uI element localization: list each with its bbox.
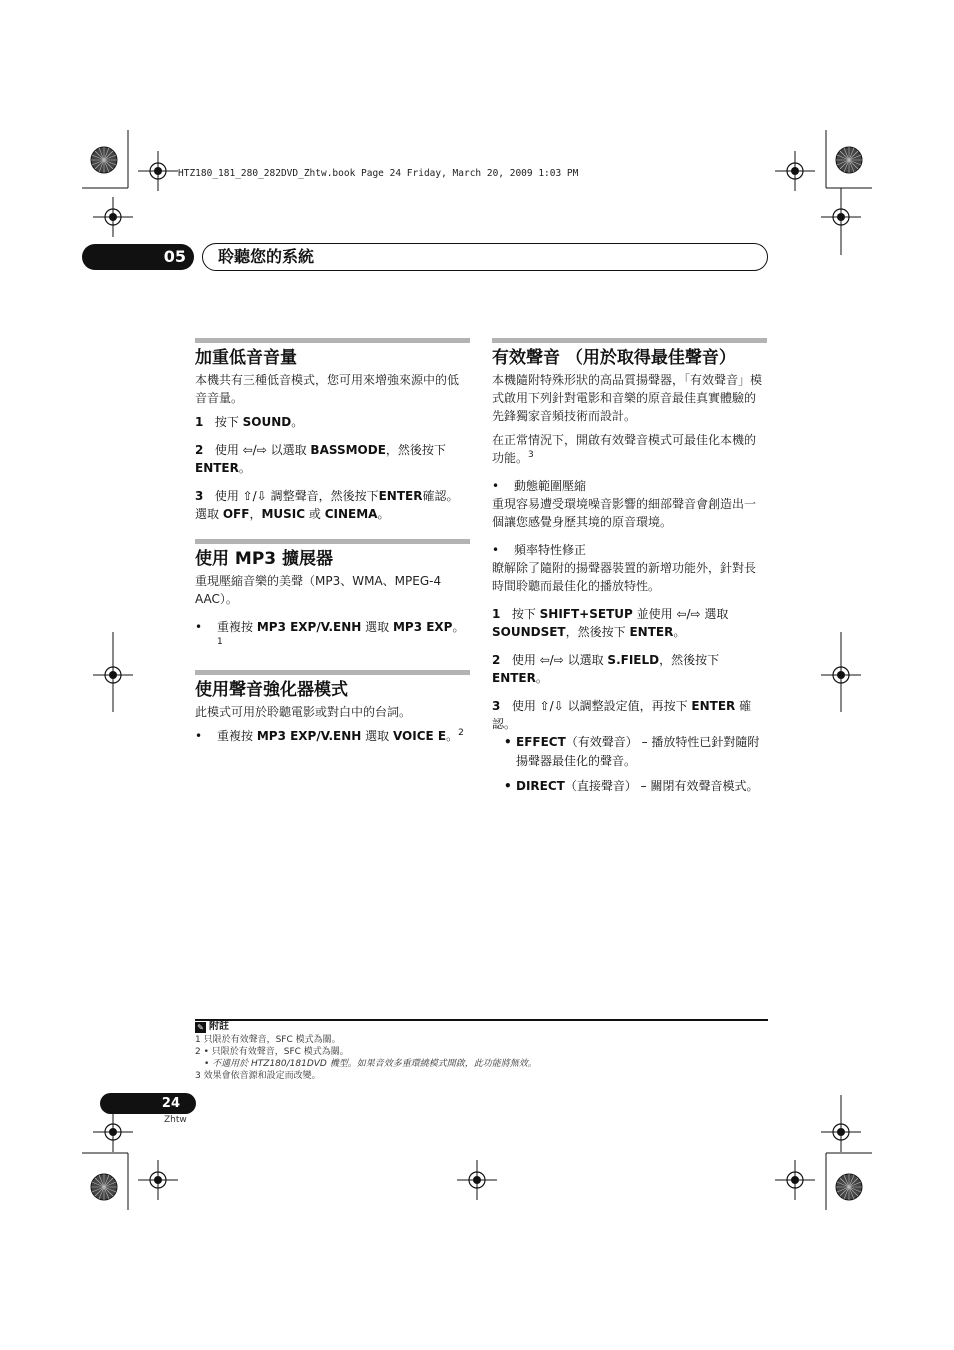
step-1: 1 按下 SHIFT+SETUP 並使用 ⇦/⇨ 選取 SOUNDSET，然後按下 ENTER。: [492, 607, 729, 639]
step-1: 1 按下 SOUND。: [195, 415, 304, 429]
page-number: 24: [161, 1096, 180, 1111]
paragraph: 瞭解除了隨附的揚聲器裝置的新增功能外，針對長時間聆聽而最佳化的播放特性。: [492, 561, 757, 593]
print-header: HTZ180_181_280_282DVD_Zhtw.book Page 24 Friday, March 20, 2009 1:03 PM: [178, 168, 579, 179]
step-3: 3 使用 ⇧/⇩ 調整聲音，然後按下ENTER確認。選取 OFF，MUSIC 或 CINEMA。: [195, 489, 459, 521]
footnote: 1 只限於有效聲音，SFC 模式為關。: [195, 1035, 341, 1045]
footnote-heading: ✎ 附註: [195, 1021, 229, 1033]
footnote: • 不適用於 HTZ180/181DVD 機型。如果音效多重環繞模式開啟，此功能將無效。: [204, 1059, 537, 1069]
registration-burst-icon: [836, 1174, 862, 1200]
section-title-mp3: 使用 MP3 擴展器: [195, 549, 334, 569]
list-item: • DIRECT（直接聲音） – 關閉有效聲音模式。: [504, 779, 759, 793]
page-number-badge: [100, 1093, 196, 1114]
list-item: • 重複按 MP3 EXP/V.ENH 選取 VOICE E。$^2$: [195, 728, 464, 743]
list-item: • EFFECT（有效聲音） – 播放特性已針對隨附揚聲器最佳化的聲音。: [504, 735, 760, 768]
registration-cross-icon: [138, 1160, 178, 1200]
registration-cross-icon: [775, 151, 815, 191]
step-3: 3 使用 ⇧/⇩ 以調整設定值，再按下 ENTER 確認。: [492, 699, 752, 731]
step-2: 2 使用 ⇦/⇨ 以選取 S.FIELD，然後按下 ENTER。: [492, 653, 720, 685]
page-language: Zhtw: [164, 1115, 187, 1125]
step-2: 2 使用 ⇦/⇨ 以選取 BASSMODE，然後按下 ENTER。: [195, 443, 446, 475]
paragraph: 在正常情況下，開啟有效聲音模式可最佳化本機的功能。$^3$: [492, 433, 757, 465]
section-title-bass: 加重低音音量: [195, 348, 297, 368]
registration-cross-icon: [457, 1160, 497, 1200]
registration-cross-icon: [93, 1112, 133, 1152]
registration-cross-icon: [93, 197, 133, 237]
registration-cross-icon: [138, 151, 178, 191]
section-body-bass: 本機共有三種低音模式，您可用來增強來源中的低音音量。: [195, 373, 460, 405]
section-body-voice: 此模式可用於聆聽電影或對白中的台詞。: [195, 705, 412, 719]
list-item: • 動態範圍壓縮: [492, 479, 587, 493]
paragraph: 本機隨附特殊形狀的高品質揚聲器，「有效聲音」模式啟用下列針對電影和音樂的原音最佳真實體驗的先鋒獨家音頻技術而設計。: [492, 373, 763, 423]
chapter-title: 聆聽您的系統: [218, 247, 315, 266]
section-title-voice: 使用聲音強化器模式: [195, 680, 348, 700]
note-icon: ✎: [195, 1022, 206, 1033]
section-divider: [195, 670, 470, 675]
registration-burst-icon: [91, 147, 117, 173]
section-title-effect: 有效聲音 （用於取得最佳聲音）: [492, 348, 736, 368]
footnote-rule: [195, 1019, 768, 1021]
registration-cross-icon: [775, 1160, 815, 1200]
section-divider: [492, 338, 767, 343]
section-body-mp3: 重現壓縮音樂的美聲（MP3、WMA、MPEG-4 AAC）。: [195, 574, 442, 606]
right-column: [492, 338, 767, 796]
section-divider: [195, 338, 470, 343]
list-item: • 重複按 MP3 EXP/V.ENH 選取 MP3 EXP。$^1$: [195, 620, 465, 647]
footnote: 3 效果會依音源和設定而改變。: [195, 1071, 321, 1081]
chapter-number: 05: [163, 247, 186, 266]
registration-burst-icon: [91, 1174, 117, 1200]
registration-burst-icon: [836, 147, 862, 173]
section-divider: [195, 539, 470, 544]
paragraph: 重現容易遭受環境噪音影響的細部聲音會創造出一個讓您感覺身歷其境的原音環境。: [492, 497, 757, 529]
list-item: • 頻率特性修正: [492, 543, 587, 557]
footnote: 2 • 只限於有效聲音，SFC 模式為關。: [195, 1047, 349, 1057]
chapter-number-badge: [82, 244, 194, 270]
left-column: [195, 338, 470, 745]
